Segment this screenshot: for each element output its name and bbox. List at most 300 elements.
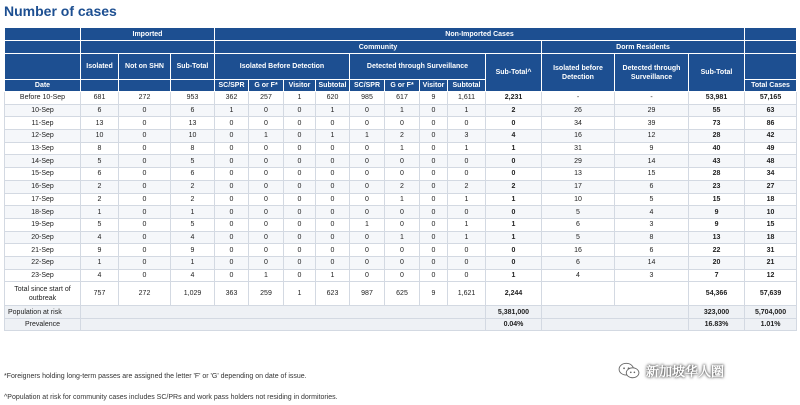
value-cell: 1 [316,269,350,282]
header-community-subtotal: Sub-Total^ [486,54,542,92]
value-cell: 4 [615,206,689,219]
table-row [5,206,797,219]
header-blank [745,54,797,80]
value-cell: 5 [542,231,615,244]
value-cell: 6 [81,168,119,181]
value-cell: 0 [284,104,316,117]
value-cell: 0 [119,155,171,168]
date-cell: 22-Sep [5,256,81,269]
total-cell: 757 [81,282,119,306]
prevalence-dorm: 16.83% [689,318,745,331]
value-cell: 0 [350,180,385,193]
value-cell: 15 [689,193,745,206]
value-cell: 6 [81,104,119,117]
value-cell: 0 [249,142,284,155]
value-cell: 0 [420,104,448,117]
value-cell: 0 [119,104,171,117]
value-cell: 0 [249,206,284,219]
value-cell: 0 [350,193,385,206]
value-cell: 0 [385,218,420,231]
value-cell: 0 [284,256,316,269]
header-imported: Imported [81,28,215,41]
header-blank [5,41,81,54]
value-cell: 1 [350,218,385,231]
value-cell: 1 [284,92,316,105]
value-cell: 0 [316,142,350,155]
value-cell: 0 [420,168,448,181]
value-cell: 8 [615,231,689,244]
value-cell: - [615,92,689,105]
table-row [5,244,797,257]
total-cell: 987 [350,282,385,306]
value-cell: 0 [215,231,249,244]
value-cell: 16 [542,244,615,257]
value-cell: 6 [615,244,689,257]
date-cell: 23-Sep [5,269,81,282]
value-cell: 0 [215,206,249,219]
value-cell: 0 [119,180,171,193]
value-cell: 0 [249,231,284,244]
prevalence-total: 1.01% [745,318,797,331]
value-cell: 0 [119,218,171,231]
value-cell: 0 [350,256,385,269]
value-cell: 9 [615,142,689,155]
total-cell: 1 [284,282,316,306]
value-cell: 0 [486,256,542,269]
value-cell: 53,981 [689,92,745,105]
value-cell: 617 [385,92,420,105]
value-cell: 0 [249,168,284,181]
table-row [5,155,797,168]
value-cell: 42 [745,130,797,143]
date-cell: 20-Sep [5,231,81,244]
value-cell: 2 [486,180,542,193]
value-cell: 0 [420,218,448,231]
table-row [5,142,797,155]
table-row [5,104,797,117]
value-cell: 0 [284,206,316,219]
footnote-population: ^Population at risk for community cases includes SC/PRs and work pass holders not residing in dormitories. [4,394,338,401]
table-row [5,168,797,181]
value-cell: 9 [171,244,215,257]
header-blank [171,80,215,92]
value-cell: 9 [689,206,745,219]
value-cell: 0 [350,168,385,181]
value-cell: 3 [615,218,689,231]
value-cell: 34 [745,168,797,181]
table-row [5,256,797,269]
header-blank [81,80,119,92]
header-blank [81,41,215,54]
value-cell: 0 [284,117,316,130]
value-cell: 86 [745,117,797,130]
total-cell: 2,244 [486,282,542,306]
value-cell: 0 [316,155,350,168]
value-cell: 0 [215,142,249,155]
value-cell: 0 [215,218,249,231]
value-cell: 29 [542,155,615,168]
value-cell: 0 [350,269,385,282]
value-cell: 985 [350,92,385,105]
table-row [5,218,797,231]
value-cell: 0 [249,218,284,231]
value-cell: 8 [81,142,119,155]
value-cell: 0 [249,256,284,269]
value-cell: 1 [249,269,284,282]
value-cell: 1 [385,193,420,206]
value-cell: 6 [171,168,215,181]
header-blank [745,41,797,54]
value-cell: 1 [385,142,420,155]
population-community: 5,381,000 [486,306,542,319]
value-cell: 1,611 [448,92,486,105]
total-cell [615,282,689,306]
table-row [5,92,797,105]
value-cell: 4 [486,130,542,143]
value-cell: 0 [119,130,171,143]
value-cell: 0 [215,130,249,143]
population-row [5,306,797,319]
value-cell: 0 [249,244,284,257]
total-cell: 625 [385,282,420,306]
value-cell: 0 [385,206,420,219]
value-cell: 39 [615,117,689,130]
population-dorm: 323,000 [689,306,745,319]
value-cell: 0 [448,155,486,168]
value-cell: 1 [249,130,284,143]
value-cell: 5 [171,218,215,231]
value-cell: 0 [284,218,316,231]
header-sc-spr: SC/SPR [350,80,385,92]
value-cell: 0 [420,130,448,143]
value-cell: 0 [350,206,385,219]
header-date: Date [5,80,81,92]
header-blank [119,80,171,92]
value-cell: 0 [385,168,420,181]
value-cell: 0 [350,117,385,130]
wechat-icon [618,362,640,380]
value-cell: 1 [171,206,215,219]
date-cell: 11-Sep [5,117,81,130]
header-blank [5,28,81,41]
watermark [618,361,724,380]
value-cell: 49 [745,142,797,155]
value-cell: 0 [448,168,486,181]
value-cell: 0 [486,117,542,130]
total-cell: 54,366 [689,282,745,306]
value-cell: 48 [745,155,797,168]
value-cell: 5 [171,155,215,168]
value-cell: 1 [350,130,385,143]
value-cell: 0 [486,168,542,181]
value-cell: 21 [745,256,797,269]
header-isolated-before-detection: Isolated Before Detection [215,54,350,80]
total-cell: 9 [420,282,448,306]
date-cell: 13-Sep [5,142,81,155]
value-cell: 0 [385,155,420,168]
value-cell: 2,231 [486,92,542,105]
header-imported-subtotal: Sub-Total [171,54,215,80]
value-cell: 0 [119,193,171,206]
value-cell: 13 [542,168,615,181]
value-cell: 681 [81,92,119,105]
value-cell: 9 [689,218,745,231]
table-row [5,130,797,143]
value-cell: 0 [284,155,316,168]
value-cell: 0 [284,130,316,143]
total-cell: 363 [215,282,249,306]
value-cell: 55 [689,104,745,117]
value-cell: 0 [316,117,350,130]
value-cell: 1 [486,269,542,282]
value-cell: 8 [171,142,215,155]
date-cell: 16-Sep [5,180,81,193]
value-cell: 0 [119,142,171,155]
value-cell: 0 [119,269,171,282]
value-cell: 272 [119,92,171,105]
value-cell: 0 [215,180,249,193]
value-cell: 0 [284,244,316,257]
value-cell: 0 [448,256,486,269]
value-cell: 0 [119,206,171,219]
page-title: Number of cases [4,3,117,19]
value-cell: 1 [486,142,542,155]
value-cell: 5 [81,155,119,168]
value-cell: 0 [486,206,542,219]
value-cell: 0 [316,218,350,231]
value-cell: 0 [215,117,249,130]
value-cell: 620 [316,92,350,105]
value-cell: 1 [171,256,215,269]
value-cell: 0 [420,231,448,244]
header-isolated: Isolated [81,54,119,80]
value-cell: 14 [615,256,689,269]
date-cell: 21-Sep [5,244,81,257]
header-total-cases: Total Cases [745,80,797,92]
date-cell: 10-Sep [5,104,81,117]
total-cell: 259 [249,282,284,306]
header-dorm-subtotal: Sub-Total [689,54,745,92]
value-cell: 0 [284,193,316,206]
value-cell: 2 [81,193,119,206]
value-cell: 40 [689,142,745,155]
value-cell: 0 [316,180,350,193]
value-cell: 1 [486,231,542,244]
value-cell: 0 [420,155,448,168]
date-cell: 14-Sep [5,155,81,168]
prevalence-row [5,318,797,331]
header-sc-spr: SC/SPR [215,80,249,92]
value-cell: 0 [284,231,316,244]
value-cell: 9 [420,92,448,105]
table-row [5,269,797,282]
header-g-or-f: G or F* [385,80,420,92]
value-cell: 1 [448,142,486,155]
value-cell: 0 [420,193,448,206]
value-cell: 0 [316,206,350,219]
value-cell: 15 [745,218,797,231]
value-cell: 0 [284,269,316,282]
table-row [5,231,797,244]
value-cell: 63 [745,104,797,117]
value-cell: 3 [448,130,486,143]
prevalence-label: Prevalence [5,318,81,331]
value-cell: 28 [689,130,745,143]
value-cell: 12 [745,269,797,282]
value-cell: 0 [448,244,486,257]
value-cell: 0 [316,231,350,244]
value-cell: 57,165 [745,92,797,105]
date-cell: 12-Sep [5,130,81,143]
value-cell: 0 [350,155,385,168]
header-community: Community [215,41,542,54]
value-cell: 18 [745,231,797,244]
value-cell: 20 [689,256,745,269]
empty-cell [81,318,486,331]
value-cell: 16 [542,130,615,143]
date-cell: 15-Sep [5,168,81,181]
total-cell: 57,639 [745,282,797,306]
value-cell: 2 [385,130,420,143]
value-cell: 1 [81,256,119,269]
value-cell: 0 [119,168,171,181]
value-cell: 13 [81,117,119,130]
cases-table [4,27,797,331]
value-cell: 2 [81,180,119,193]
value-cell: 0 [350,104,385,117]
value-cell: 0 [249,155,284,168]
value-cell: 4 [81,269,119,282]
value-cell: 6 [542,218,615,231]
value-cell: 1 [316,104,350,117]
value-cell: 1 [385,231,420,244]
value-cell: 1 [448,193,486,206]
value-cell: 0 [249,193,284,206]
value-cell: 0 [420,256,448,269]
value-cell: 9 [81,244,119,257]
value-cell: - [542,92,615,105]
value-cell: 0 [350,244,385,257]
value-cell: 0 [119,244,171,257]
value-cell: 2 [171,180,215,193]
header-dorm-residents: Dorm Residents [542,41,745,54]
watermark-text: 新加坡华人圈 [646,364,725,379]
value-cell: 0 [316,168,350,181]
footnote-foreigners: *Foreigners holding long-term passes are assigned the letter 'F' or 'G' depending on date of issue. [4,373,307,380]
value-cell: 5 [615,193,689,206]
value-cell: 10 [745,206,797,219]
population-total: 5,704,000 [745,306,797,319]
value-cell: 1 [448,231,486,244]
value-cell: 1 [385,104,420,117]
value-cell: 0 [284,142,316,155]
value-cell: 1 [81,206,119,219]
value-cell: 0 [385,256,420,269]
value-cell: 1 [486,218,542,231]
value-cell: 0 [385,269,420,282]
date-cell: 19-Sep [5,218,81,231]
value-cell: 0 [448,117,486,130]
total-cell: 272 [119,282,171,306]
table-row [5,193,797,206]
prevalence-community: 0.04% [486,318,542,331]
value-cell: 0 [249,180,284,193]
total-cell: 1,621 [448,282,486,306]
value-cell: 0 [284,180,316,193]
value-cell: 14 [615,155,689,168]
value-cell: 0 [448,269,486,282]
header-visitor: Visitor [284,80,316,92]
value-cell: 31 [542,142,615,155]
value-cell: 4 [81,231,119,244]
value-cell: 13 [689,231,745,244]
value-cell: 5 [542,206,615,219]
value-cell: 2 [171,193,215,206]
empty-cell [81,306,486,319]
value-cell: 26 [542,104,615,117]
header-subtotal: Subtotal [448,80,486,92]
header-g-or-f: G or F* [249,80,284,92]
value-cell: 23 [689,180,745,193]
value-cell: 0 [350,142,385,155]
value-cell: 0 [316,244,350,257]
value-cell: 0 [119,231,171,244]
total-row [5,282,797,306]
value-cell: 4 [171,269,215,282]
value-cell: 0 [420,142,448,155]
value-cell: 4 [171,231,215,244]
header-not-on-shn: Not on SHN [119,54,171,80]
table-row [5,180,797,193]
value-cell: 0 [215,269,249,282]
value-cell: 2 [486,104,542,117]
value-cell: 0 [316,193,350,206]
value-cell: 18 [745,193,797,206]
value-cell: 0 [385,244,420,257]
header-non-imported: Non-Imported Cases [215,28,745,41]
value-cell: 73 [689,117,745,130]
value-cell: 0 [385,117,420,130]
value-cell: 1 [448,104,486,117]
value-cell: 17 [542,180,615,193]
date-cell: 17-Sep [5,193,81,206]
value-cell: 0 [215,155,249,168]
value-cell: 0 [215,193,249,206]
value-cell: 5 [81,218,119,231]
value-cell: 6 [542,256,615,269]
value-cell: 6 [615,180,689,193]
value-cell: 3 [615,269,689,282]
header-visitor: Visitor [420,80,448,92]
table-row [5,117,797,130]
value-cell: 0 [119,117,171,130]
value-cell: 1 [486,193,542,206]
value-cell: 7 [689,269,745,282]
date-cell: 18-Sep [5,206,81,219]
header-dorm-isolated: Isolated before Detection [542,54,615,92]
value-cell: 0 [249,104,284,117]
value-cell: 1 [448,218,486,231]
value-cell: 10 [542,193,615,206]
value-cell: 13 [171,117,215,130]
value-cell: 0 [350,231,385,244]
value-cell: 0 [420,180,448,193]
value-cell: 0 [448,206,486,219]
header-dorm-detected: Detected through Surveillance [615,54,689,92]
value-cell: 0 [420,269,448,282]
value-cell: 12 [615,130,689,143]
total-cell: 623 [316,282,350,306]
